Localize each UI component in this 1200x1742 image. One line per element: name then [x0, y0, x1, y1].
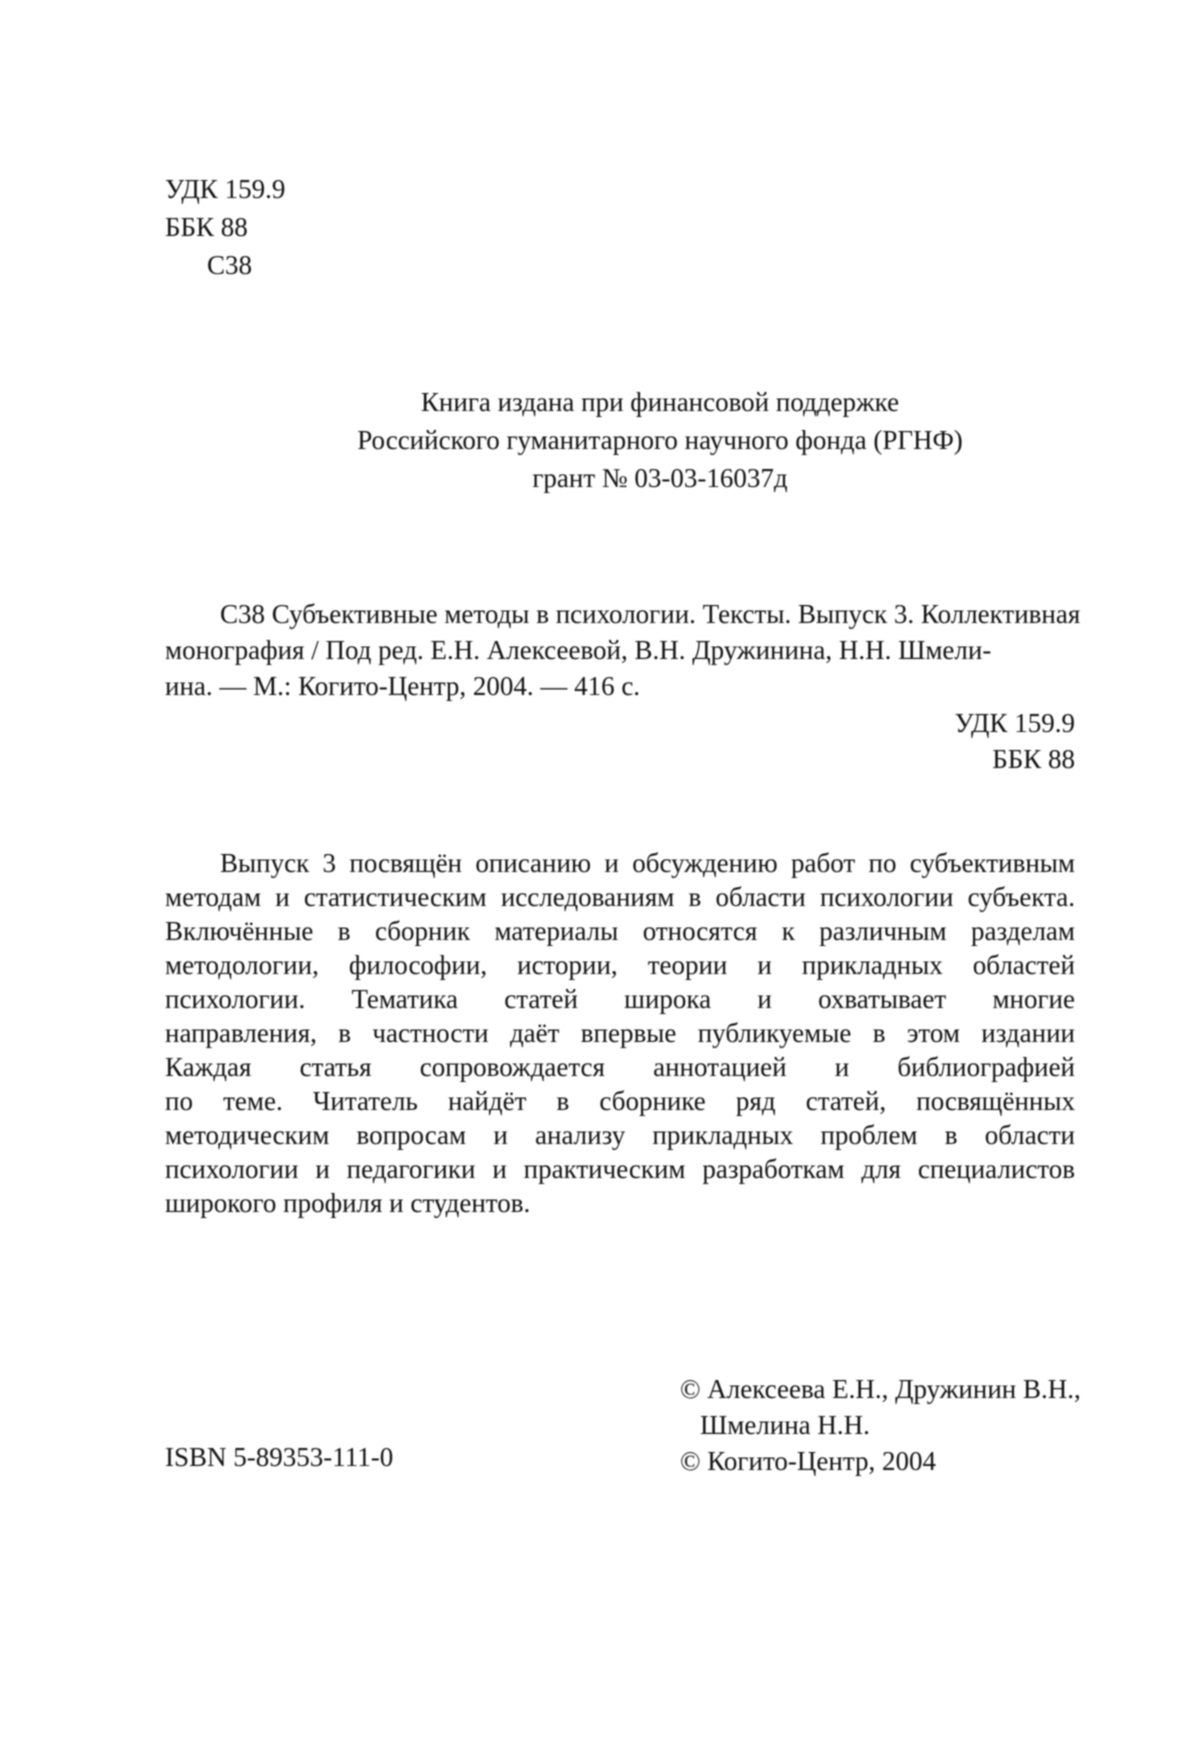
biblio-line: ина. — М.: Когито-Центр, 2004. — 416 с.	[165, 671, 641, 701]
abstract-line: Каждая статья сопровождается аннотацией и библиографией	[165, 1052, 1075, 1082]
abstract-line: Выпуск 3 посвящён описанию и обсуждению работ по субъективным	[220, 848, 1075, 878]
biblio-line: С38 Субъективные методы в психологии. Тексты. Выпуск 3. Коллективная	[220, 599, 1081, 629]
abstract-line: методическим вопросам и анализу прикладных проблем в области	[165, 1120, 1075, 1150]
abstract-line: психологии. Тематика статей широка и охватывает многие	[165, 984, 1075, 1014]
isbn-number: ISBN 5-89353-111-0	[165, 1442, 394, 1472]
copyright-block	[680, 1372, 1081, 1480]
abstract-line: методам и статистическим исследованиям в области психологии субъекта.	[165, 882, 1075, 912]
copyright-line: Шмелина Н.Н.	[700, 1410, 870, 1440]
right-classification-codes	[900, 706, 1075, 778]
author-code: С38	[207, 250, 253, 280]
grant-line: Российского гуманитарного научного фонда (РГНФ)	[357, 425, 963, 455]
copyright-line: © Когито-Центр, 2004	[680, 1446, 936, 1476]
abstract-line: психологии и педагогики и практическим разработкам для специалистов	[165, 1154, 1075, 1184]
grant-line: грант № 03-03-16037д	[532, 463, 788, 493]
udk-code-right: УДК 159.9	[954, 708, 1075, 738]
biblio-line: монография / Под ред. Е.Н. Алексеевой, В.Н. Дружинина, Н.Н. Шмели-	[165, 635, 992, 665]
bbk-code: ББК 88	[165, 212, 248, 242]
bibliographic-record	[165, 597, 1081, 705]
abstract-line: Включённые в сборник материалы относятся к различным разделам	[165, 916, 1075, 946]
abstract-line: широкого профиля и студентов.	[165, 1188, 531, 1218]
grant-notice	[300, 385, 1020, 499]
abstract-paragraph	[165, 846, 1075, 1220]
abstract-line: методологии, философии, истории, теории и прикладных областей	[165, 950, 1075, 980]
grant-line: Книга издана при финансовой поддержке	[420, 387, 900, 417]
bbk-code-right: ББК 88	[992, 744, 1075, 774]
copyright-line: © Алексеева Е.Н., Дружинин В.Н.,	[680, 1374, 1081, 1404]
classification-codes	[165, 172, 285, 286]
udk-code: УДК 159.9	[165, 174, 286, 204]
abstract-line: по теме. Читатель найдёт в сборнике ряд статей, посвящённых	[165, 1086, 1075, 1116]
abstract-line: направления, в частности даёт впервые публикуемые в этом издании	[165, 1018, 1075, 1048]
